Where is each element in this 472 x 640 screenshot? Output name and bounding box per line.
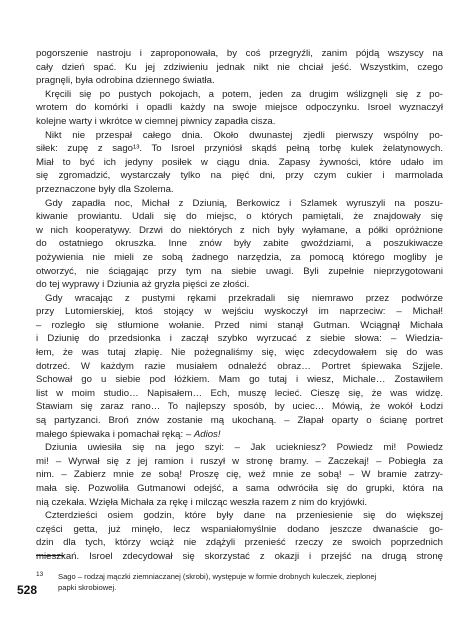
text-line: Kręcili się po pustych pokojach, a potem, jeden za drugim wślizgnęli się z po-: [45, 88, 443, 100]
text-line: Gdy wracając z pustymi rękami przekradali się niemrawo przez podwórze: [45, 292, 443, 304]
footnote-line: papki skrobiowej.: [58, 583, 117, 592]
text-line: Czterdzieści osiem godzin, które były dane na przeniesienie się do większej: [45, 510, 443, 522]
text-line: nim. – Zabierz mnie ze sobą! Proszę cię, weź mnie ze sobą! – W bramie zatrzy-: [36, 469, 443, 481]
text-line: do tej wyprawy i Dziunia aż gryzła pięści ze złości.: [36, 279, 250, 291]
text-line: Dziunia uwiesiła się na jego szyi: – Jak uciekniesz? Powiedz mi! Powiedz: [45, 442, 443, 454]
text-line: pożywienia nie mieli ze sobą żadnego narzędzia, za pomocą którego mogliby je: [36, 251, 443, 263]
text-line: się zgromadzić, wystarczały tylko na pięć dni, przy czym cukier i marmolada: [36, 170, 443, 182]
text-line: są partyzanci. Broń znów zostanie mą ukochaną. – Złapał oparty o ścianę portret: [36, 415, 443, 427]
text-line: części getta, już minęło, lecz wspaniałomyślnie dodano jeszcze dwanaście go-: [36, 523, 443, 535]
text-line: pragnęli, była odrobina dziennego światła.: [36, 75, 215, 87]
text-line: mi! – Wyrwał się z jej ramion i ruszył w stronę bramy. – Zaczekaj! – Pobiegła za: [36, 455, 443, 467]
text-line: Miał to być ich jedyny posiłek w ciągu dnia. Zapasy żywności, które udało im: [36, 156, 443, 168]
text-line: mieszkań. Isroel zdecydował się skorzystać z okazji i przejść na drugą stronę: [36, 550, 443, 562]
footnote-line: Sago – rodzaj mączki ziemniaczanej (skrobi), występuje w formie drobnych kuleczek, zieplonej: [58, 572, 377, 581]
body-text: [36, 47, 443, 564]
text-line: dotrzeć. W każdym razie musiałem odnaleźć obraz… Portret śpiewaka Szjjele.: [36, 360, 443, 372]
text-line: małego śpiewaka i pomachał ręką: – Adios!: [36, 428, 221, 440]
text-line: nią czekała. Wzięła Michała za rękę i milcząc weszła razem z nim do kryjówki.: [36, 496, 368, 508]
text-line: list w moim studio… Napisałem… Ech, muszę lecieć. Cieszę się, że was widzę.: [36, 387, 443, 399]
footnote-separator: [36, 555, 64, 556]
text-line: siłek: zupę z sago¹³. To Isroel przyniósł skądś pełną torbę kulek żelatynowych.: [36, 143, 443, 155]
text-line: Gdy zapadła noc, Michał z Dziunią, Berkowicz i Szlamek wyruszyli na poszu-: [45, 197, 443, 209]
text-line: wrotem do komórki i opadli każdy na swoje miejsce odpoczynku. Isroel wyznaczył: [36, 102, 443, 114]
text-line: kolejne warty i wkrótce w ciemnej piwnicy zapadła cisza.: [36, 115, 276, 127]
text-line: Stawiam się zaraz rano… To najlepszy sposób, by uciec… Mówią, że wokół Łodzi: [36, 401, 443, 413]
footnote-marker: 13: [36, 571, 44, 578]
text-line: Nikt nie przespał całego dnia. Około dwunastej zjedli pierwszy wspólny po-: [45, 129, 443, 141]
text-line: w nich kooperatywy. Drzwi do niektórych z nich były wyłamane, a półki opróżnione: [36, 224, 443, 236]
footnote-text: [58, 571, 443, 593]
text-line: – rozległo się stłumione wołanie. Przed nimi stanął Gutman. Wciągnął Michała: [36, 319, 443, 331]
text-line: i Dziunię do przedsionka i zaczął szybko wyrzucać z siebie słowa: – Wiedzia-: [36, 333, 443, 345]
text-line: otworzyć, nie ściągając przy tym na siebie uwagi. Byli zupełnie nieprzygotowani: [36, 265, 443, 277]
text-line: cały dzień spać. Ku jej zdziwieniu jednak nikt nie chciał jeść. Wszystkim, czego: [36, 61, 443, 73]
text-line: przy Lutomierskiej, ktoś stojący w wejściu wyskoczył im naprzeciw: – Michał!: [36, 306, 443, 318]
text-line: pogorszenie nastroju i zaproponowała, by coś przegryźli, zanim pójdą wszyscy na: [36, 48, 443, 59]
text-line: do ostatniego okruszka. Inne znów były zabite gwoździami, a poszukiwacze: [36, 238, 443, 250]
text-line: kiwanie prowiantu. Udali się do miejsc, o których pamiętali, że znajdowały się: [36, 211, 443, 223]
text-line: przeznaczone były dla Szolema.: [36, 183, 174, 195]
text-line: mała się. Pozwoliła Gutmanowi odejść, a sama odwróciła się do grupki, która na: [36, 483, 443, 494]
page-number: 528: [17, 583, 38, 597]
text-line: łem, że was tutaj złapię. Nie pożegnaliśmy się, więc zdecydowałem się do was: [36, 347, 443, 359]
text-line: Schował go u siebie pod łóżkiem. Mam go tutaj i wiesz, Michale… Zostawiłem: [36, 374, 443, 386]
text-line: dzin dla tych, którzy wciąż nie zdążyli przenieść rzeczy ze swoich poprzednich: [36, 537, 443, 549]
